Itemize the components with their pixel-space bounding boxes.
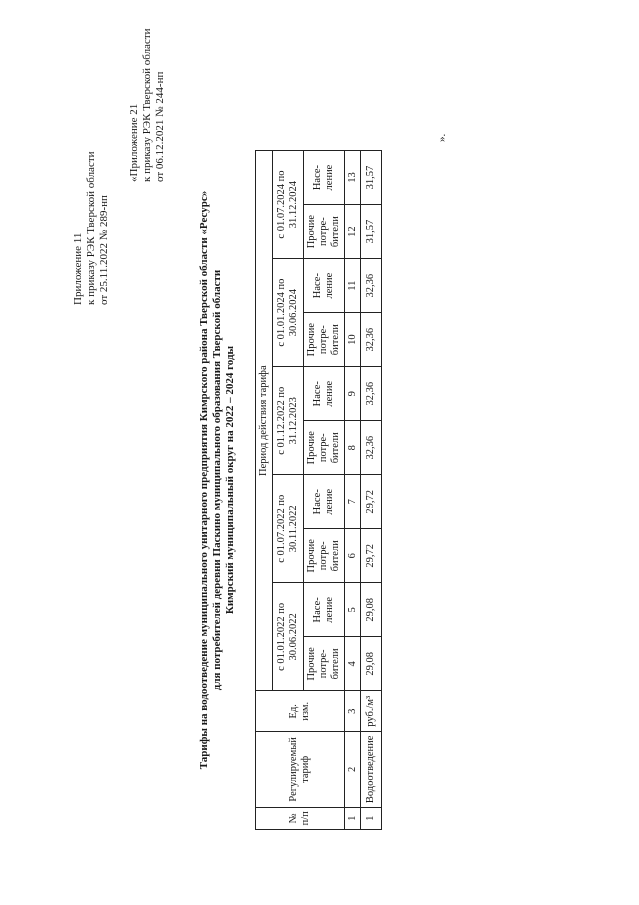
title-line-1: Тарифы на водоотведение муниципального унитарного предприятия Кимрского района Тверской области «Ресурс» (198, 190, 210, 770)
tariff-value: 29,72 (361, 475, 382, 529)
tariff-table (255, 150, 382, 830)
period-3: с 01.12.2022 по 31.12.2023 (273, 367, 304, 475)
sub-pop-3: Насе-ление (304, 367, 345, 421)
col-number: 3 (345, 691, 361, 732)
sub-pop-5: Насе-ление (304, 151, 345, 205)
col-number: 10 (345, 313, 361, 367)
sub-pop-4: Насе-ление (304, 259, 345, 313)
tariff-value: 32,36 (361, 313, 382, 367)
col-number: 1 (345, 807, 361, 829)
sub-other-1: Прочие потре-бители (304, 637, 345, 691)
sub-pop-2: Насе-ление (304, 475, 345, 529)
period-2: с 01.07.2022 по 30.11.2022 (273, 475, 304, 583)
sub-other-4: Прочие потре-бители (304, 313, 345, 367)
appendix-header (72, 151, 111, 305)
header-period: Период действия тарифа (256, 151, 273, 691)
tariff-value: 32,36 (361, 367, 382, 421)
appendix-order-ref: к приказу РЭК Тверской области (85, 151, 97, 305)
tariff-value: 31,57 (361, 205, 382, 259)
header-tariff: Регулируемый тариф (256, 732, 345, 807)
col-number: 12 (345, 205, 361, 259)
col-number: 2 (345, 732, 361, 807)
title-line-3: Кимрский муниципальный округ на 2022 – 2024 годы (224, 345, 236, 615)
table-row (361, 151, 382, 830)
period-4: с 01.01.2024 по 30.06.2024 (273, 259, 304, 367)
row-tariff-name: Водоотведение (361, 732, 382, 807)
original-appendix-header (128, 28, 167, 182)
sub-other-3: Прочие потре-бители (304, 421, 345, 475)
col-number: 9 (345, 367, 361, 421)
row-unit: руб./м³ (361, 691, 382, 732)
title-line-2: для потребителей деревни Паскино муниципального образования Тверской области (211, 269, 223, 691)
header-unit: Ед. изм. (256, 691, 345, 732)
original-appendix-number: «Приложение 21 (128, 103, 140, 182)
period-1: с 01.01.2022 по 30.06.2022 (273, 583, 304, 691)
document-title (198, 160, 237, 800)
col-number: 5 (345, 583, 361, 637)
column-numbers-row (345, 151, 361, 830)
col-number: 7 (345, 475, 361, 529)
tariff-value: 32,36 (361, 421, 382, 475)
col-number: 8 (345, 421, 361, 475)
col-number: 13 (345, 151, 361, 205)
tariff-value: 29,08 (361, 583, 382, 637)
col-number: 4 (345, 637, 361, 691)
period-5: с 01.07.2024 по 31.12.2024 (273, 151, 304, 259)
closing-mark: ». (436, 133, 448, 142)
tariff-value: 29,72 (361, 529, 382, 583)
tariff-value: 31,57 (361, 151, 382, 205)
col-number: 6 (345, 529, 361, 583)
sub-pop-1: Насе-ление (304, 583, 345, 637)
tariff-value: 29,08 (361, 637, 382, 691)
appendix-order-date: от 25.11.2022 № 289-нп (98, 195, 110, 305)
tariff-table-container (255, 150, 382, 830)
header-number: № п/п (256, 807, 345, 829)
col-number: 11 (345, 259, 361, 313)
row-number: 1 (361, 807, 382, 829)
sub-other-5: Прочие потре-бители (304, 205, 345, 259)
tariff-value: 32,36 (361, 259, 382, 313)
sub-other-2: Прочие потре-бители (304, 529, 345, 583)
original-appendix-order-ref: к приказу РЭК Тверской области (141, 28, 153, 182)
appendix-number: Приложение 11 (72, 232, 84, 305)
original-appendix-order-date: от 06.12.2021 № 244-нп (154, 71, 166, 182)
